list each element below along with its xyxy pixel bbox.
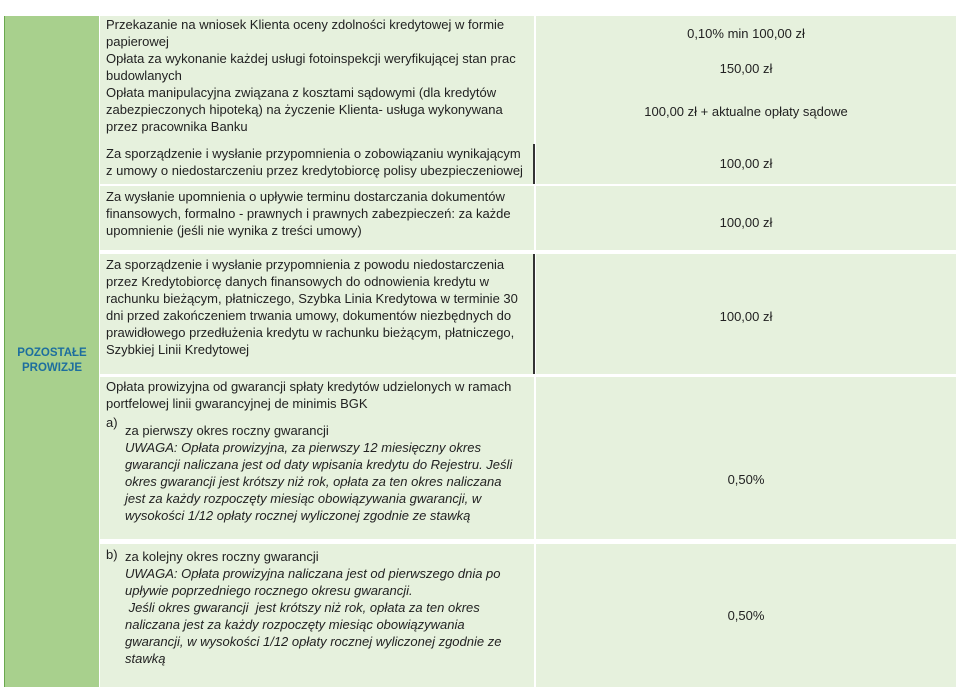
category-label: POZOSTAŁE PROWIZJE (17, 347, 87, 374)
row-sub-description: za pierwszy okres roczny gwarancji UWAGA: Opłata prowizyjna, za pierwszy 12 miesięczny okres gwarancji naliczana jest od daty wpisania kredytu do Rejestru. Jeśli okres gwarancji jest krótszy niż rok, opłata za ten okres naliczana jest za każdy rozpoczęty miesiąc obowiązywania gwarancji, w wysokości 1/12 opłaty rocznej wyliczonej zgodnie ze stawką (125, 423, 513, 523)
row-sub-description: za kolejny okres roczny gwarancji UWAGA: Opłata prowizyjna naliczana jest od pierwszego dnia po upływie poprzedniego rocznego okresu gwarancji. Jeśli okres gwarancji jest krótszy niż rok, opłata za ten okres naliczana jest za każdy rozpoczęty miesiąc obowiązywania gwarancji, w wysokości 1/12 opłaty rocznej wyliczonej zgodnie ze stawką (125, 549, 502, 666)
row-description: Za sporządzenie i wysłanie przypomnienia o zobowiązaniu wynikającym z umowy o niedostarczeniu przez kredytobiorcę polisy ubezpieczeniowej (106, 146, 523, 178)
value-cell (536, 377, 956, 539)
row-value: 100,00 zł (719, 156, 773, 171)
category-sidebar (4, 16, 99, 687)
row-value: 100,00 zł (719, 309, 773, 324)
cell-border (533, 254, 535, 374)
row-description: Za sporządzenie i wysłanie przypomnienia z powodu niedostarczenia przez Kredytobiorcę danych finansowych do odnowienia kredytu w rachunku bieżącym, płatniczego, Szybka Linia Kredytowa w terminie 30 dni przed zakończeniem trwania umowy, dokumentów niezbędnych do prawidłowego przedłużenia kredytu w rachunku bieżącym, płatniczego, Szybkiej Linii Kredytowej (106, 257, 518, 357)
row-value: 0,10% min 100,00 zł (687, 26, 805, 41)
row-description: Za wysłanie upomnienia o upływie terminu dostarczania dokumentów finansowych, formalno - prawnych i prawnych zabezpieczeń: za każde upomnienie (jeśli nie wynika z treści umowy) (106, 189, 511, 238)
item-marker: a) (106, 415, 118, 430)
row-value: 0,50% (727, 472, 765, 487)
row-description: Przekazanie na wniosek Klienta oceny zdolności kredytowej w formie papierowej Opłata za wykonanie każdej usługi fotoinspekcji weryfikującej stan prac budowlanych Opłata manipulacyjna związana z kosztami sądowymi (dla kredytów zabezpieczonych hipoteką) na życzenie Klienta- usługa wykonywana przez pracownika Banku (106, 17, 516, 134)
cell-border (533, 144, 535, 184)
row-value: 100,00 zł (719, 215, 773, 230)
row-value: 150,00 zł (719, 61, 773, 76)
item-marker: b) (106, 547, 118, 562)
row-description: Opłata prowizyjna od gwarancji spłaty kredytów udzielonych w ramach portfelowej linii gwarancyjnej de minimis BGK (106, 379, 512, 411)
row-value: 0,50% (727, 608, 765, 623)
row-value: 100,00 zł + aktualne opłaty sądowe (644, 104, 848, 119)
